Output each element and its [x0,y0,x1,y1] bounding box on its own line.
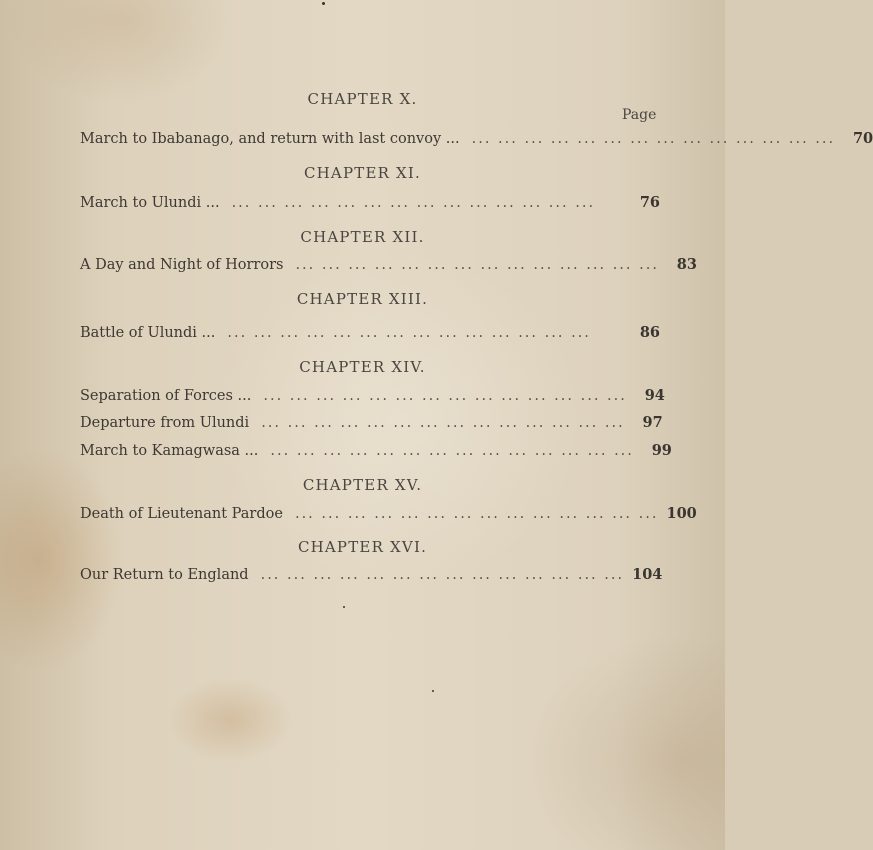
chapter-heading: CHAPTER X. [307,90,418,108]
entry-title: March to Ulundi ... [80,195,220,211]
chapter-heading: CHAPTER XI. [303,164,422,182]
entry-title: March to Kamagwasa ... [80,443,259,459]
dot-leader: ... ... ... ... ... ... ... ... ... ... ... ... ... ... [263,388,627,404]
ink-speck [322,2,325,5]
chapter-heading: CHAPTER XII. [300,228,425,246]
toc-entry [80,442,672,464]
dot-leader: ... ... ... ... ... ... ... ... ... ... ... ... ... ... [260,567,625,583]
entry-title: March to Ibabanago, and return with last convoy ... [80,131,460,147]
chapter-heading: CHAPTER XVI. [297,538,428,556]
toc-entry [80,387,665,409]
entry-title: Departure from Ulundi [80,415,250,431]
entry-page-number: 104 [632,566,663,583]
ink-speck [432,690,434,692]
dot-leader: ... ... ... ... ... ... ... ... ... ... ... ... ... ... [261,415,625,431]
chapter-heading: CHAPTER XV. [302,476,423,494]
entry-page-number: 100 [666,505,697,522]
chapter-heading: CHAPTER XIII. [296,290,429,308]
dot-leader: ... ... ... ... ... ... ... ... ... ... ... ... ... ... [227,325,591,341]
entry-title: Battle of Ulundi ... [80,325,216,341]
entry-page-number: 97 [642,414,663,431]
entry-page-number: 83 [676,256,697,273]
ink-speck [343,606,345,608]
toc-entry [80,414,663,436]
entry-page-number: 86 [639,324,660,341]
dot-leader: ... ... ... ... ... ... ... ... ... ... ... ... ... ... [471,131,836,147]
entry-page-number: 76 [639,194,660,211]
toc-entry [80,194,660,216]
entry-title: Our Return to England [80,567,249,583]
entry-title: Death of Lieutenant Pardoe [80,506,283,522]
dot-leader: ... ... ... ... ... ... ... ... ... ... ... ... ... ... [295,257,659,273]
entry-title: Separation of Forces ... [80,388,252,404]
chapter-heading: CHAPTER XIV. [299,358,426,376]
toc-entry [80,130,873,152]
page-column-label: Page [622,107,657,123]
entry-title: A Day and Night of Horrors [80,257,284,273]
dot-leader: ... ... ... ... ... ... ... ... ... ... ... ... ... ... [270,443,634,459]
dot-leader: ... ... ... ... ... ... ... ... ... ... ... ... ... ... [294,506,659,522]
entry-page-number: 99 [651,442,672,459]
entry-page-number: 70 [852,130,873,147]
toc-entry [80,324,660,346]
toc-entry [80,566,663,588]
dot-leader: ... ... ... ... ... ... ... ... ... ... ... ... ... ... [231,195,596,211]
toc-entry [80,256,697,278]
entry-page-number: 94 [644,387,665,404]
toc-entry [80,505,697,527]
